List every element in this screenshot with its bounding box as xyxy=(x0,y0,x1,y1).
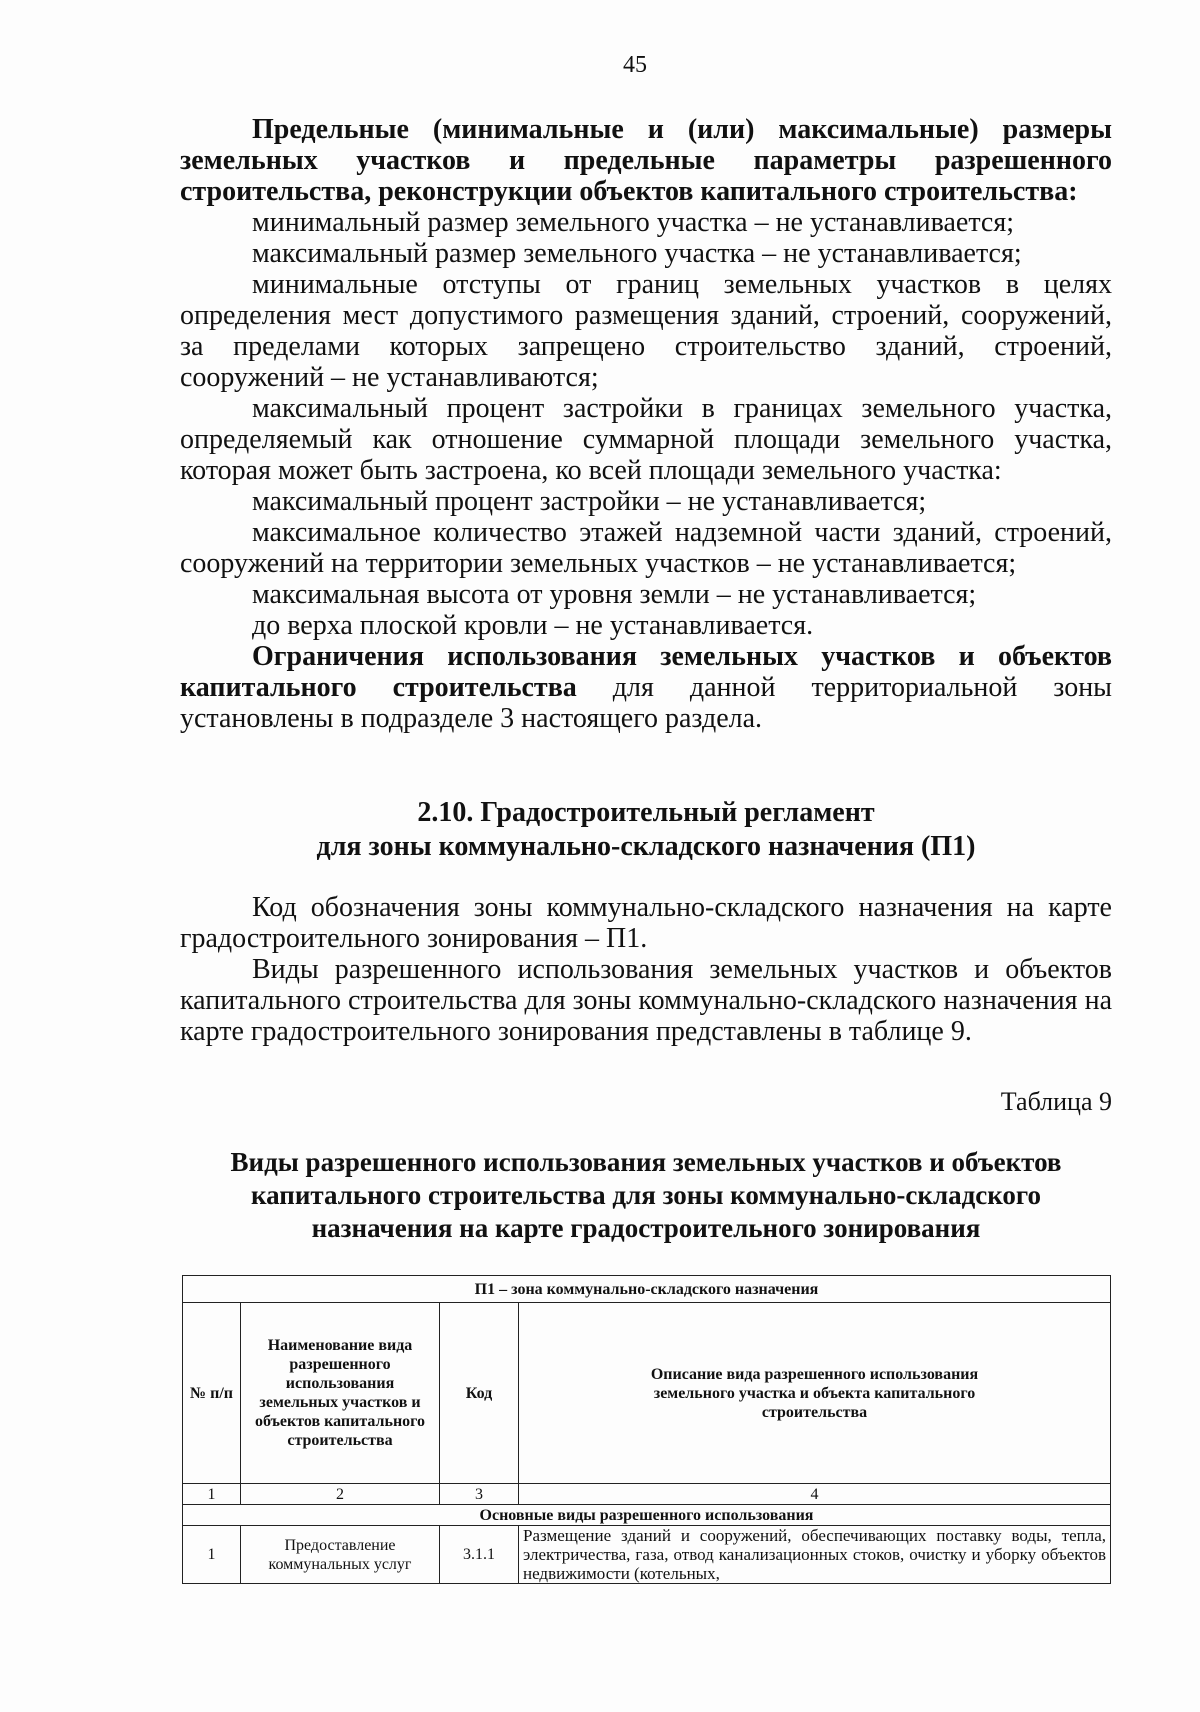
limits-item: минимальные отступы от границ земельных участков в целях определения мест допустимого размещения зданий, строений, сооружений, за пределами которых запрещено строительство зданий, строений, сооружений – не устанавливаются; xyxy=(180,269,1112,393)
section-heading-line2: для зоны коммунально-складского назначения (П1) xyxy=(316,831,976,862)
column-number: 1 xyxy=(183,1484,241,1505)
row-description: Размещение зданий и сооружений, обеспечивающих поставку воды, тепла, электричества, газа, отвод канализационных стоков, очистку и уборку объектов недвижимости (котельных, xyxy=(519,1526,1111,1584)
permitted-use-table xyxy=(182,1275,1111,1584)
header-code: Код xyxy=(440,1303,519,1484)
table-title-line: капитального строительства для зоны коммунально-складского xyxy=(250,1180,1042,1210)
limits-item: до верха плоской кровли – не устанавливается. xyxy=(252,610,814,641)
header-description: Описание вида разрешенного использования земельного участка и объекта капитального строительства xyxy=(519,1303,1111,1484)
restrictions-paragraph xyxy=(180,641,1112,734)
column-number: 4 xyxy=(519,1484,1111,1505)
row-code: 3.1.1 xyxy=(440,1526,519,1584)
limits-section xyxy=(180,114,1112,734)
table-title-line: назначения на карте градостроительного зонирования xyxy=(311,1213,981,1243)
section-paragraph: Виды разрешенного использования земельных участков и объектов капитального строительства для зоны коммунально-складского назначения на карте градостроительного зонирования представлены в таблице 9. xyxy=(180,954,1112,1047)
header-num: № п/п xyxy=(183,1303,241,1484)
limits-item: максимальная высота от уровня земли – не устанавливается; xyxy=(252,579,977,610)
section-heading-line1: 2.10. Градостроительный регламент xyxy=(417,797,875,828)
section-body xyxy=(180,892,1112,1047)
table-row xyxy=(183,1526,1111,1584)
restrictions-rest: для данной территориальной зоны установлены в подразделе 3 настоящего раздела. xyxy=(180,672,1112,734)
section-paragraph: Код обозначения зоны коммунально-складского назначения на карте градостроительного зонирования – П1. xyxy=(180,892,1112,954)
limits-item: максимальный процент застройки – не устанавливается; xyxy=(252,486,927,517)
limits-item: минимальный размер земельного участка – не устанавливается; xyxy=(252,207,1015,238)
column-number: 2 xyxy=(241,1484,440,1505)
header-name: Наименование вида разрешенного использования земельных участков и объектов капитального строительства xyxy=(241,1303,440,1484)
limits-item: максимальный процент застройки в границах земельного участка, определяемый как отношение суммарной площади земельного участка, которая может быть застроена, ко всей площади земельного участка: xyxy=(180,393,1112,486)
limits-item: максимальное количество этажей надземной части зданий, строений, сооружений на территории земельных участков – не устанавливается; xyxy=(180,517,1112,579)
row-num: 1 xyxy=(183,1526,241,1584)
restrictions-bold: Ограничения использования земельных участков и объектов капитального строительства xyxy=(180,641,1112,703)
zone-title-cell: П1 – зона коммунально-складского назначения xyxy=(183,1276,1111,1303)
limits-item: максимальный размер земельного участка – не устанавливается; xyxy=(252,238,1022,269)
row-name: Предоставление коммунальных услуг xyxy=(241,1526,440,1584)
table-header-row xyxy=(183,1303,1111,1484)
column-number: 3 xyxy=(440,1484,519,1505)
table-label: Таблица 9 xyxy=(1000,1087,1112,1116)
table-title-line: Виды разрешенного использования земельных участков и объектов xyxy=(230,1147,1062,1177)
page-number: 45 xyxy=(623,52,647,78)
table-title xyxy=(180,1146,1112,1245)
section-heading xyxy=(180,796,1112,864)
column-number-row xyxy=(183,1484,1111,1505)
limits-heading: Предельные (минимальные и (или) максимальные) размеры земельных участков и предельные параметры разрешенного строительства, реконструкции объектов капитального строительства: xyxy=(180,114,1112,207)
group-title-cell: Основные виды разрешенного использования xyxy=(183,1505,1111,1526)
